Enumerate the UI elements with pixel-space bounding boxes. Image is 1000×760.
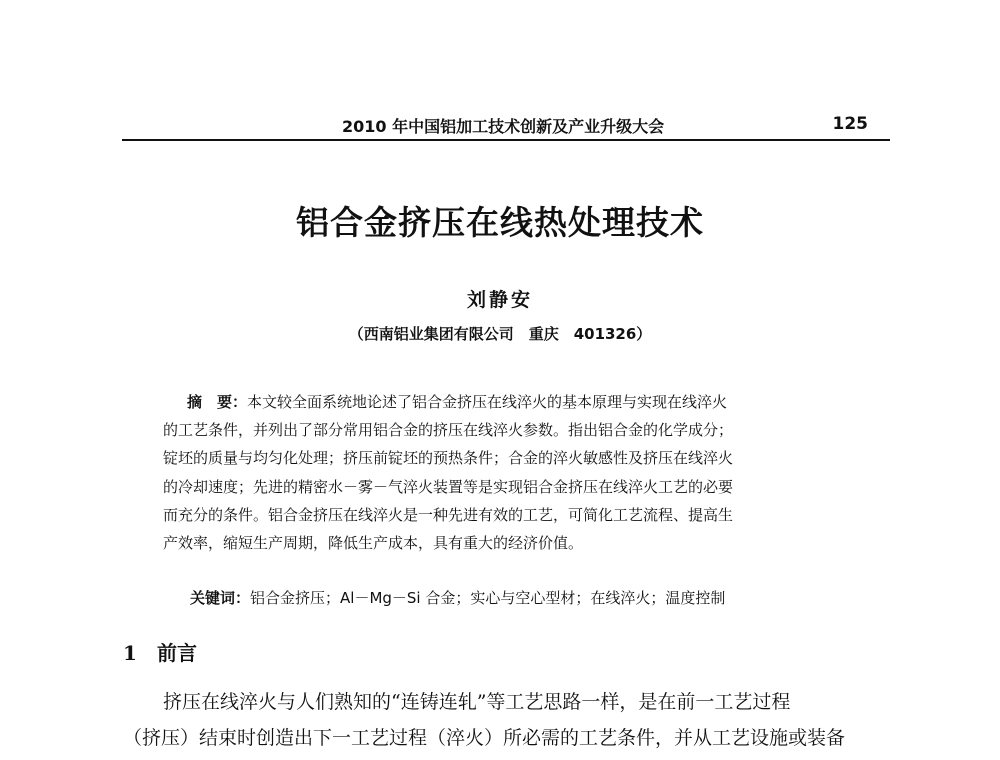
abstract-line xyxy=(163,388,843,416)
running-header xyxy=(122,112,890,138)
keywords-label: 关键词： xyxy=(190,589,251,607)
body-line: （挤压）结束时创造出下一工艺过程（淬火）所必需的工艺条件，并从工艺设施或装备 xyxy=(123,727,846,749)
abstract-line: 而充分的条件。铝合金挤压在线淬火是一种先进有效的工艺，可简化工艺流程、提高生 xyxy=(163,505,734,524)
abstract-line: 锭坯的质量与均匀化处理；挤压前锭坯的预热条件；合金的淬火敏感性及挤压在线淬火 xyxy=(163,449,734,468)
body-line: 挤压在线淬火与人们熟知的“连铸连轧”等工艺思路一样，是在前一工艺过程 xyxy=(163,691,791,713)
keywords-text: 铝合金挤压；Al－Mg－Si 合金；实心与空心型材；在线淬火；温度控制 xyxy=(250,589,726,607)
abstract-text: 本文较全面系统地论述了铝合金挤压在线淬火的基本原理与实现在线淬火 xyxy=(247,393,728,411)
page-number: 125 xyxy=(832,114,868,134)
keywords xyxy=(190,587,725,608)
abstract-line: 产效率，缩短生产周期，降低生产成本，具有重大的经济价值。 xyxy=(163,534,584,553)
abstract-label: 摘 要： xyxy=(187,393,248,411)
author-affiliation: （西南铝业集团有限公司 重庆 401326） xyxy=(348,325,652,343)
section-heading xyxy=(123,637,197,666)
abstract-line: 的工艺条件，并列出了部分常用铝合金的挤压在线淬火参数。指出铝合金的化学成分； xyxy=(163,421,734,440)
author-name: 刘静安 xyxy=(466,289,533,311)
section-number: 1 xyxy=(123,641,137,665)
abstract xyxy=(163,388,843,557)
header-title: 2010 年中国铝加工技术创新及产业升级大会 xyxy=(342,117,665,136)
header-rule xyxy=(122,139,890,141)
paper-title: 铝合金挤压在线热处理技术 xyxy=(296,203,704,242)
section-body xyxy=(123,684,893,756)
section-title: 前言 xyxy=(157,641,197,665)
abstract-line: 的冷却速度；先进的精密水－雾－气淬火装置等是实现铝合金挤压在线淬火工艺的必要 xyxy=(163,477,734,496)
